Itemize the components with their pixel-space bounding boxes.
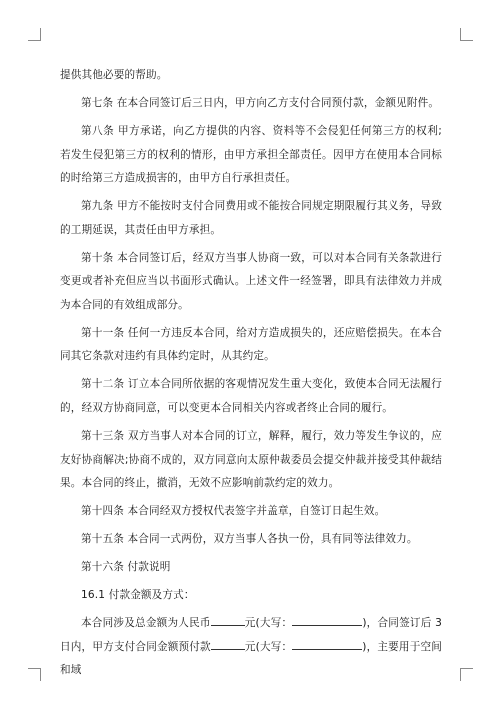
payment-text-1: 本合同涉及总金额为人民币: [81, 617, 211, 630]
crop-mark-top-left: [28, 28, 41, 41]
crop-mark-bottom-right: [460, 668, 473, 681]
clause-13: 第十三条 双方当事人对本合同的订立，解释，履行，效力等发生争议的，应友好协商解决;协商不成的，双方同意向太原仲裁委员会提交仲裁并接受其仲裁结果。本合同的终止，撤消，无效不应影响前款约定的效力。: [60, 430, 442, 490]
payment-text-3: )，合同签订后 3 日内，甲方支付合同金额预付款: [60, 617, 442, 653]
payment-text-4: 元(大写：: [244, 640, 293, 653]
clause-16-heading: 第十六条 付款说明: [81, 561, 171, 574]
clause-12: 第十二条 订立本合同所依据的客观情况发生重大变化，致使本合同无法履行的，经双方协商同意，可以变更本合同相关内容或者终止合同的履行。: [60, 378, 442, 415]
blank-amount-prepay-uppercase: [292, 638, 362, 650]
clause-8: 第八条 甲方承诺，向乙方提供的内容、资料等不会侵犯任何第三方的权利;若发生侵犯第三方的权利的情形，由甲方承担全部责任。因甲方在使用本合同标的时给第三方造成损害的，由甲方自行承担责任。: [60, 124, 442, 185]
clause-15: 第十五条 本合同一式两份，双方当事人各执一份，具有同等法律效力。: [81, 533, 418, 546]
clause-14: 第十四条 本合同经双方授权代表签字并盖章，自签订日起生效。: [81, 505, 386, 518]
clause-7: 第七条 在本合同签订后三日内，甲方向乙方支付合同预付款，金额见附件。: [81, 96, 440, 109]
blank-amount-total-uppercase: [292, 614, 362, 626]
payment-text-5: )，主要用于空间和域: [60, 640, 442, 677]
clause-9: 第九条 甲方不能按时支付合同费用或不能按合同规定期限履行其义务，导致的工期延误，其责任由甲方承担。: [60, 200, 442, 236]
document-body: [60, 64, 442, 687]
clause-11: 第十一条 任何一方违反本合同，给对方造成损失的，还应赔偿损失。在本合同其它条款对违约有具体约定时，从其约定。: [60, 326, 442, 363]
clause-10: 第十条 本合同签订后，经双方当事人协商一致，可以对本合同有关条款进行变更或者补充但应当以书面形式确认。上述文件一经签署，即具有法律效力并成为本合同的有效组成部分。: [60, 251, 442, 311]
paragraph-continuation: 提供其他必要的帮助。: [60, 69, 168, 81]
blank-amount-prepay: [211, 638, 245, 650]
clause-16-1-heading: 16.1 付款金额及方式：: [81, 589, 195, 602]
payment-text-2: 元(大写：: [244, 617, 293, 630]
crop-mark-top-right: [460, 28, 473, 41]
blank-amount-total: [211, 614, 245, 626]
crop-mark-bottom-left: [28, 668, 41, 681]
payment-paragraph: [60, 612, 442, 683]
